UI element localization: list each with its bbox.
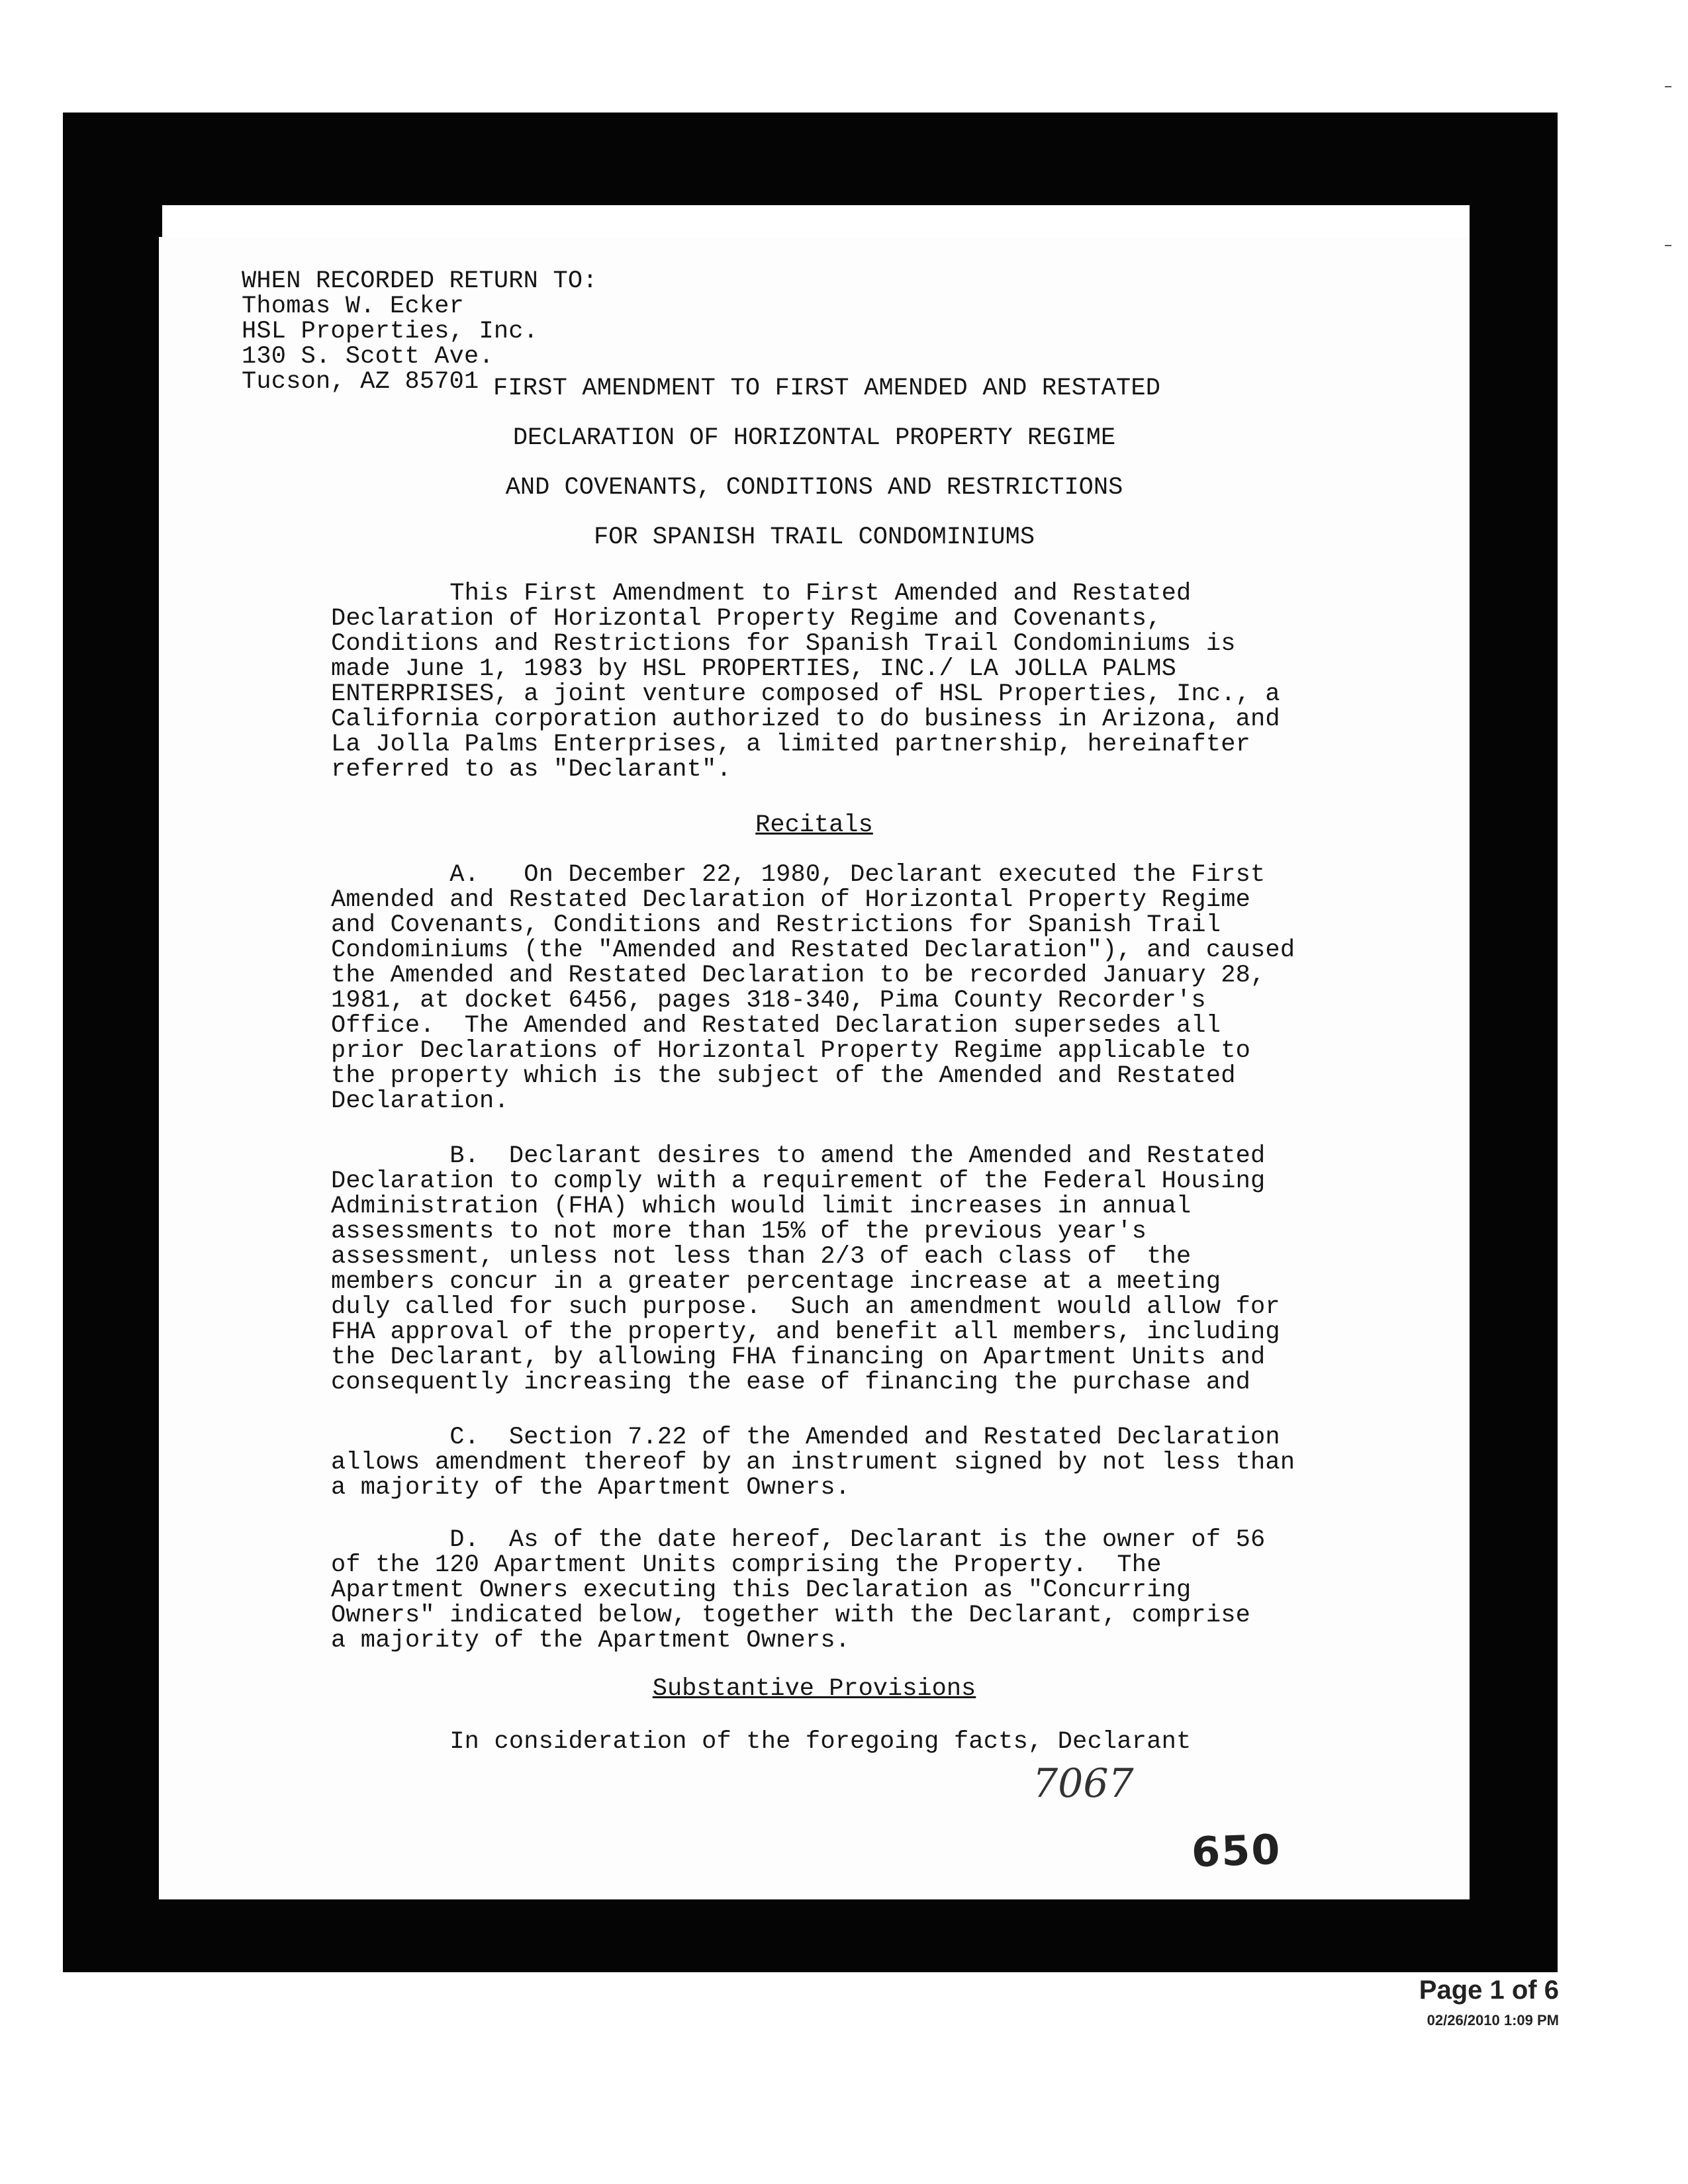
return-line-4: 130 S. Scott Ave. bbox=[242, 343, 494, 371]
recorder-stamp-number: 650 bbox=[1190, 1825, 1282, 1877]
intro-line: La Jolla Palms Enterprises, a limited partnership, hereinafter bbox=[331, 731, 1251, 758]
intro-line: ENTERPRISES, a joint venture composed of HSL Properties, Inc., a bbox=[331, 680, 1280, 708]
scan-frame-right bbox=[1470, 199, 1558, 1972]
recital_b-line: B. Declarant desires to amend the Amended and Restated bbox=[331, 1142, 1266, 1170]
recital_b-line: the Declarant, by allowing FHA financing on Apartment Units and bbox=[331, 1343, 1266, 1371]
handwritten-docket-mark: 7067 bbox=[1033, 1760, 1134, 1807]
recital_d-line: of the 120 Apartment Units comprising the Property. The bbox=[331, 1551, 1162, 1579]
recital_a-line: Office. The Amended and Restated Declaration supersedes all bbox=[331, 1012, 1221, 1040]
margin-mark bbox=[1665, 245, 1671, 246]
recital_a-line: the property which is the subject of the Amended and Restated bbox=[331, 1062, 1236, 1090]
recital_a-line: Declaration. bbox=[331, 1087, 509, 1115]
recital_c-line: allows amendment thereof by an instrument signed by not less than bbox=[331, 1449, 1295, 1477]
return-line-2: Thomas W. Ecker bbox=[242, 293, 465, 320]
page-indicator: Page 1 of 6 bbox=[1419, 1976, 1559, 2005]
recital_a-line: the Amended and Restated Declaration to be recorded January 28, bbox=[331, 962, 1266, 989]
scan-frame-bottom bbox=[63, 1899, 1558, 1972]
title-line-1: FIRST AMENDMENT TO FIRST AMENDED AND RESTATED bbox=[493, 375, 1161, 402]
recital_c-line: a majority of the Apartment Owners. bbox=[331, 1474, 851, 1502]
recital_d-line: Owners" indicated below, together with the Declarant, comprise bbox=[331, 1602, 1251, 1629]
title-line-4: FOR SPANISH TRAIL CONDOMINIUMS bbox=[593, 523, 1035, 551]
return-line-3: HSL Properties, Inc. bbox=[242, 318, 539, 345]
recital_c-line: C. Section 7.22 of the Amended and Restated Declaration bbox=[331, 1424, 1280, 1451]
recital_b-line: assessments to not more than 15% of the previous year's bbox=[331, 1218, 1147, 1246]
margin-mark bbox=[1665, 86, 1671, 87]
intro-line: California corporation authorized to do business in Arizona, and bbox=[331, 705, 1280, 733]
scan-frame-top bbox=[63, 113, 1558, 205]
intro-line: This First Amendment to First Amended and Restated bbox=[331, 580, 1192, 608]
recital_a-line: prior Declarations of Horizontal Property Regime applicable to bbox=[331, 1037, 1251, 1065]
recital_b-line: FHA approval of the property, and benefit all members, including bbox=[331, 1318, 1280, 1346]
scan-frame-left bbox=[63, 199, 162, 1972]
substantive-provisions-heading: Substantive Provisions bbox=[652, 1675, 976, 1703]
closing-line: In consideration of the foregoing facts, Declarant bbox=[331, 1728, 1192, 1756]
recital_a-line: and Covenants, Conditions and Restrictions for Spanish Trail bbox=[331, 911, 1221, 939]
intro-line: Declaration of Horizontal Property Regime and Covenants, bbox=[331, 605, 1162, 633]
recital_a-line: Condominiums (the "Amended and Restated Declaration"), and caused bbox=[331, 936, 1295, 964]
recital_a-line: A. On December 22, 1980, Declarant executed the First bbox=[331, 861, 1266, 889]
intro-line: referred to as "Declarant". bbox=[331, 756, 731, 784]
recital_d-line: a majority of the Apartment Owners. bbox=[331, 1627, 851, 1655]
print-timestamp: 02/26/2010 1:09 PM bbox=[1427, 2012, 1559, 2028]
title-line-2: DECLARATION OF HORIZONTAL PROPERTY REGIME bbox=[512, 424, 1116, 452]
recital_a-line: 1981, at docket 6456, pages 318-340, Pima County Recorder's bbox=[331, 987, 1206, 1015]
intro-line: made June 1, 1983 by HSL PROPERTIES, INC./ LA JOLLA PALMS bbox=[331, 655, 1177, 683]
title-line-3: AND COVENANTS, CONDITIONS AND RESTRICTIONS bbox=[505, 474, 1123, 502]
return-line-1: WHEN RECORDED RETURN TO: bbox=[242, 267, 598, 295]
return-line-5: Tucson, AZ 85701 bbox=[242, 368, 479, 396]
recital_b-line: consequently increasing the ease of financing the purchase and bbox=[331, 1369, 1251, 1396]
recital_d-line: Apartment Owners executing this Declaration as "Concurring bbox=[331, 1576, 1192, 1604]
recital_a-line: Amended and Restated Declaration of Horizontal Property Regime bbox=[331, 886, 1251, 914]
recital_b-line: assessment, unless not less than 2/3 of each class of the bbox=[331, 1243, 1192, 1271]
recital_d-line: D. As of the date hereof, Declarant is the owner of 56 bbox=[331, 1526, 1266, 1554]
recital_b-line: members concur in a greater percentage increase at a meeting bbox=[331, 1268, 1221, 1296]
document-page bbox=[159, 237, 1470, 1899]
recitals-heading: Recitals bbox=[755, 811, 873, 839]
recital_b-line: Administration (FHA) which would limit increases in annual bbox=[331, 1193, 1192, 1220]
recital_b-line: Declaration to comply with a requirement of the Federal Housing bbox=[331, 1167, 1266, 1195]
intro-line: Conditions and Restrictions for Spanish Trail Condominiums is bbox=[331, 630, 1236, 658]
recital_b-line: duly called for such purpose. Such an amendment would allow for bbox=[331, 1293, 1280, 1321]
